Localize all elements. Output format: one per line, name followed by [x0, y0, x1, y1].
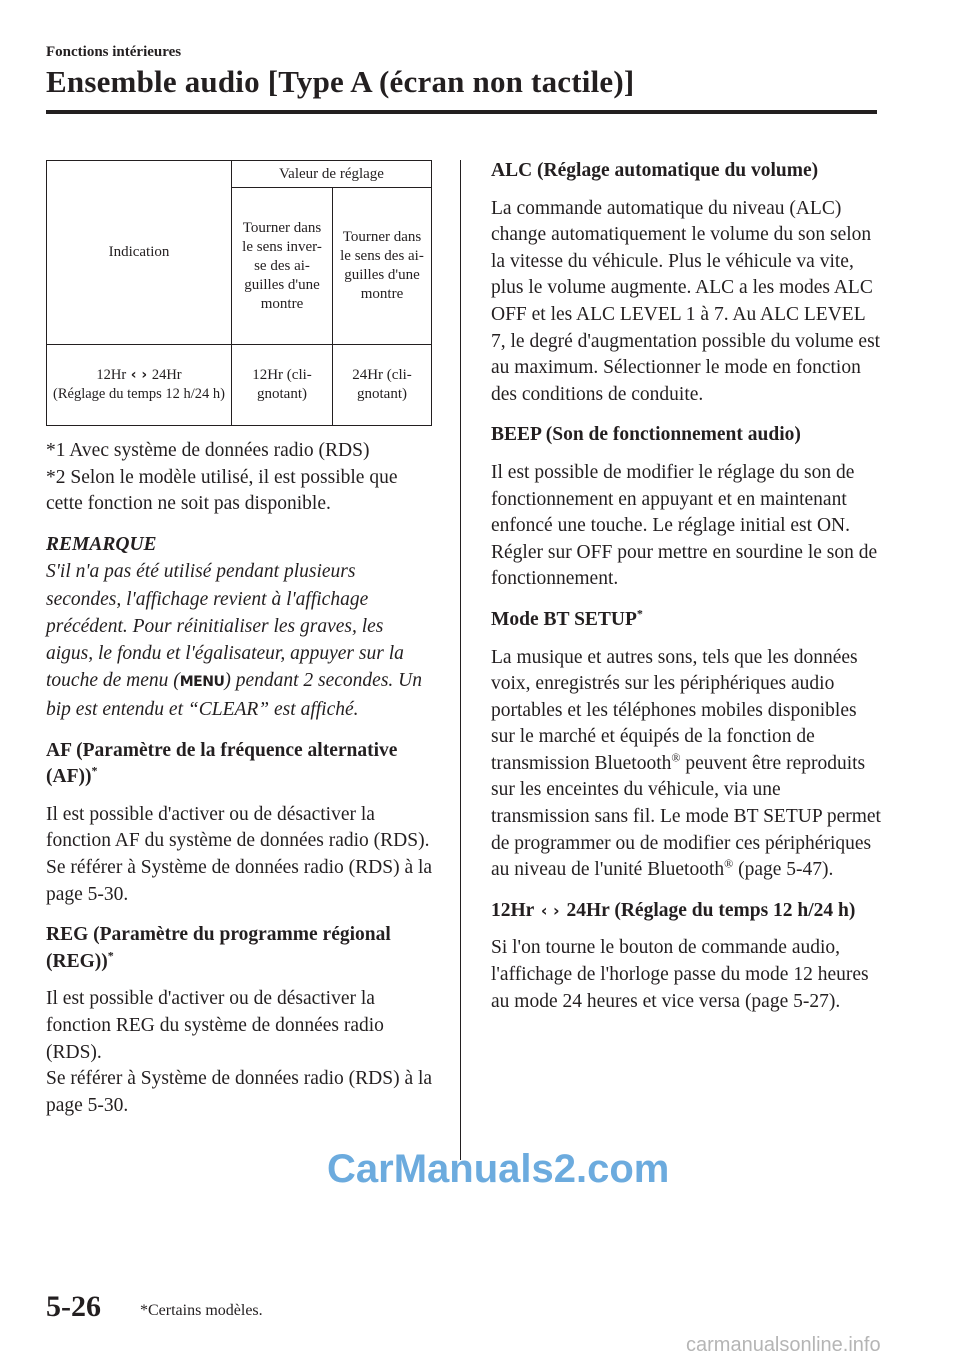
registered-mark: ®: [671, 750, 681, 765]
header-rule: [46, 110, 877, 114]
page-number: 5-26: [46, 1290, 101, 1323]
af-heading: AF (Paramètre de la fréquence alternative (AF))*: [46, 739, 398, 788]
asterisk-mark: *: [107, 948, 114, 963]
reg-reference: Se référer à Système de données radio (RDS) à la page 5-30.: [46, 1068, 433, 1116]
clock-body: Si l'on tourne le bouton de commande audio, l'affichage de l'horloge passe du mode 12 heures au mode 24 heures et vice versa (page 5-27).: [491, 937, 869, 1012]
note-body: [46, 558, 434, 723]
column-divider: [460, 160, 461, 1160]
hr12-label: 12Hr: [96, 367, 127, 383]
beep-heading: BEEP (Son de fonctionnement audio): [491, 424, 801, 446]
footnote-2: *2 Selon le modèle utilisé, il est possible que cette fonction ne soit pas disponible.: [46, 466, 398, 515]
settings-table: [46, 160, 432, 426]
models-footnote: *Certains modèles.: [140, 1302, 263, 1319]
cw-value: 24Hr (cli-gnotant): [333, 345, 432, 426]
page-title: Ensemble audio [Type A (écran non tactile)]: [46, 64, 635, 99]
alc-body: La commande automatique du niveau (ALC) change automatiquement le volume du son selon la vitesse du véhicule. Plus le véhicule va vite, plus le volume augmente. ALC a les modes ALC OFF et les ALC LEVEL 1 à 7. Au ALC LEVEL 7, le degré d'augmentation possible du volume est au maximum. Sélectionner le mode en fonction des conditions de conduite.: [491, 197, 881, 405]
value-header: Valeur de réglage: [232, 161, 432, 188]
indication-cell: [47, 345, 232, 426]
note-text-2: ) pendant 2 secondes. Un bip est entendu et “CLEAR” est affiché.: [46, 670, 423, 721]
section-label: Fonctions intérieures: [46, 44, 182, 60]
bt-body: La musique et autres sons, tels que les données voix, enregistrés sur les périphériques audio portables et les téléphones mobiles disponibles sur le marché et équipés de la fonction de transmission Bluetooth® peuvent être reproduits sur les enceintes du véhicule, via une transmission sans fil. Le mode BT SETUP permet de programmer ou de modifier ces périphériques au niveau de l'unité Bluetooth® (page 5-47).: [491, 646, 881, 881]
footnote-1: *1 Avec système de données radio (RDS): [46, 440, 370, 461]
reg-body: Il est possible d'activer ou de désactiver la fonction REG du système de données radio (RDS).: [46, 988, 384, 1063]
asterisk-mark: *: [91, 763, 98, 778]
af-reference: Se référer à Système de données radio (RDS) à la page 5-30.: [46, 856, 433, 905]
asterisk-mark: *: [636, 606, 643, 621]
ccw-header: Tourner dans le sens inver-se des ai-guilles d'une montre: [232, 188, 333, 345]
right-column: [491, 158, 881, 1015]
bt-heading: Mode BT SETUP*: [491, 606, 643, 630]
left-column: [46, 160, 434, 1119]
ccw-value: 12Hr (cli-gnotant): [232, 345, 333, 426]
reg-heading: REG (Paramètre du programme régional (REG))*: [46, 924, 391, 972]
af-body: Il est possible d'activer ou de désactiver la fonction AF du système de données radio (RDS).: [46, 803, 430, 852]
alc-heading: ALC (Réglage automatique du volume): [491, 160, 819, 181]
footer-site: carmanualsonline.info: [686, 1334, 881, 1356]
beep-body: Il est possible de modifier le réglage du son de fonctionnement en appuyant et en maintenant enfoncé une touche. Le réglage initial est ON. Régler sur OFF pour mettre en sourdine le son de fonctionnement.: [491, 461, 878, 590]
chevron-left-right-icon: ‹ ›: [130, 367, 148, 383]
hr24-label: 24Hr: [151, 367, 182, 383]
note-text-1: S'il n'a pas été utilisé pendant plusieurs secondes, l'affichage revient à l'affichage précédent. Pour réinitialiser les graves, les aigus, le fondu et l'égalisateur, appuyer sur la touche de menu (: [46, 561, 404, 692]
clock-heading: 12Hr ‹ › 24Hr (Réglage du temps 12 h/24 h): [491, 898, 881, 925]
chevron-left-right-icon: ‹ ›: [540, 900, 560, 920]
menu-button-icon: MENU: [179, 674, 225, 691]
watermark-logo: CarManuals2.com: [327, 1147, 670, 1191]
indication-desc: (Réglage du temps 12 h/24 h): [53, 386, 225, 402]
registered-mark: ®: [724, 856, 734, 871]
cw-header: Tourner dans le sens des ai-guilles d'une montre: [333, 188, 432, 345]
note-heading: REMARQUE: [46, 533, 157, 555]
indication-header: Indication: [47, 161, 232, 345]
